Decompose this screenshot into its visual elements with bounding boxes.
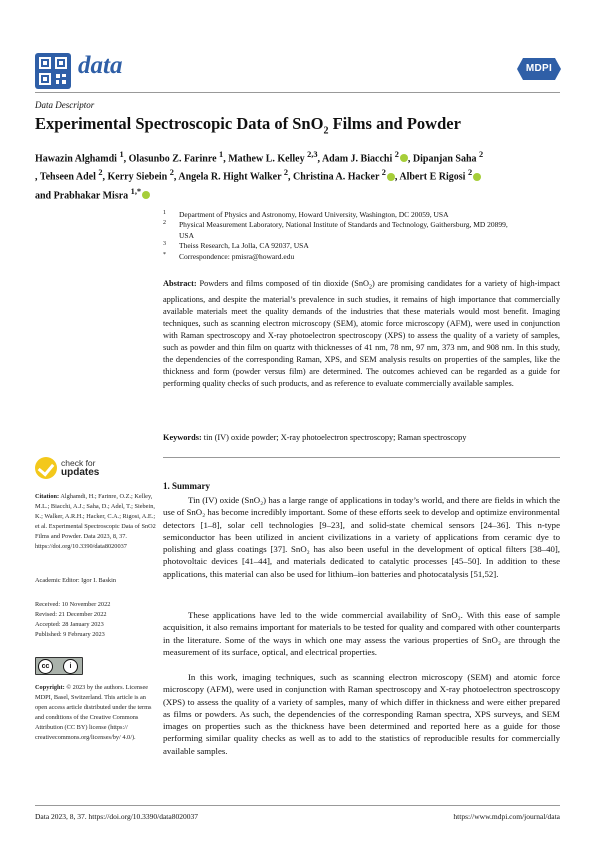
footer-url[interactable]: https://www.mdpi.com/journal/data [453,812,560,821]
dates: Received: 10 November 2022 Revised: 21 December 2022 Accepted: 28 January 2023 Published: 9 February 2023 [35,601,111,638]
orcid-icon[interactable] [142,191,150,199]
citation: Citation: Alghamdi, H.; Farinre, O.Z.; Kelley, M.L.; Biacchi, A.J.; Saha, D.; Adel, T.; Siebein, K.; Walker, A.R.H.; Hacker, C.A.; Rigosi, A.E.; et al. Experimental Spectroscopic Data of SnO2 Films and Powder. Data 2023, 8, 37. https://doi.org/10.3390/data8020037 [35,493,156,550]
footer-divider [35,805,560,806]
article-type: Data Descriptor [35,100,95,110]
section-title: 1. Summary [163,481,210,491]
orcid-icon[interactable] [400,154,408,162]
footer-citation[interactable]: Data 2023, 8, 37. https://doi.org/10.3390/data8020037 [35,812,198,821]
orcid-icon[interactable] [387,173,395,181]
affiliations [163,210,563,262]
paragraph: In this work, imaging techniques, such as scanning electron microscopy (SEM) and atomic force microscopy (AFM), were used in conjunction with Raman spectroscopy and X-ray photoelectron spectroscopy (XPS) to assess the quality of a variety of samples, many of which differ in thickness and were either prepared as films or powders. As such, the dependencies of the corresponding Raman spectra, XPS surveys, and SEM images on properties such as the thickness have been determined and reported here as a guide for those performing similar quality checks as well as to add to the statistics of reproducible results for commercially available samples. [163,672,560,756]
paragraph: These applications have led to the wide commercial availability of SnO₂. With this ease of sample acquisition, it also remains important for materials to be tested for quality and compared with other counterparts in the literature. Some of the ways in which one may assess the various properties of SnO₂ are through the measurement of its surface, optical, and electrical properties. [163,610,560,657]
journal-name: data [78,52,123,79]
correspondence: * Correspondence: pmisra@howard.edu [163,251,295,261]
paragraph: Tin (IV) oxide (SnO₂) has a large range of applications in today’s world, and there are fields in which the use of SnO₂ has become incredibly important. Some of these efforts seek to develop and optimize environmental detectors [1–8], solar cell technologies [9–23], and solid-state chemical sensors [24–36]. This n-type semiconductor has been utilized in ancient civilizations in a variety of applications from ceramic dye to polishing and glass coatings [37]. SnO₂ has also been useful in the development of optical filters [38–40], photovoltaic devices [41–44], and materials dedicated to catalytic processes [45–50]. In addition to these applications, this material can also be used for lithium–ion batteries and photocatalysis [51,52]. [163,495,560,579]
copyright: Copyright: © 2023 by the authors. Licensee MDPI, Basel, Switzerland. This article is an open access article distributed under the terms and conditions of the Creative Commons Attribution (CC BY) license (https:// creativecommons.org/licenses/by/ 4.0/). [35,684,152,741]
publisher-name: MDPI [525,63,553,74]
header-divider [35,92,560,93]
journal-logo-icon [35,53,71,89]
article-title: Experimental Spectroscopic Data of SnO$_2$ Films and Powder [35,114,461,137]
check-updates-icon [35,457,57,479]
affiliation-item: 2 Physical Measurement Laboratory, National Institute of Standards and Technology, Gaithersburg, MD 20899, USA [163,220,508,240]
affiliation-item: 1 Department of Physics and Astronomy, Howard University, Washington, DC 20059, USA [163,210,449,219]
check-for-updates-button[interactable]: check for updates [35,457,145,485]
cc-by-license-icon[interactable]: cc i [35,657,83,675]
affiliation-item: 3 Theiss Research, La Jolla, CA 92037, USA [163,241,309,251]
orcid-icon[interactable] [473,173,481,181]
keywords: Keywords: tin (IV) oxide powder; X-ray photoelectron spectroscopy; Raman spectroscopy [163,433,467,442]
section-divider [163,457,560,458]
academic-editor: Academic Editor: Igor I. Baskin [35,577,116,584]
abstract: Abstract: Powders and films composed of tin dioxide (SnO$_2$) are promising candidates for a variety of high-impact applications, and despite the material’s prevalence in such studies, it remains of high importance that commercially available materials meet the quality demands of the industries that these materials would most benefit. Imaging techniques, such as scanning electron microscopy (SEM), atomic force microscopy (AFM), were used in conjunction with Raman spectroscopy and X-ray photoelectron spectroscopy (XPS) to assess the quality of a variety of samples, such as powder and thin film on quartz with thicknesses of 41 nm, 78 nm, 97 nm, 373 nm, and 908 nm. In this study, the dependencies of the corresponding Raman, XPS, and SEM analysis results on properties of the samples, like the thickness and form (powder versus film) are determined. The outcomes achieved can be regarded as a guide for performing quality checks of such products, and as reference to evaluate commercially available samples. [163,279,561,389]
publisher-logo [517,57,561,81]
author-list: Hawazin Alghamdi $^1$, Olasunbo Z. Farinre $^1$, Mathew L. Kelley $^{2,3}$, Adam J. Biacchi $^2$ , Dipanjan Saha $^2$ , Tehseen Adel $^2$, Kerry Siebein $^2$, Angela R. Hight Walker $^2$, Christina A. Hacker $^2$ , Albert E Rigosi $^2$ and Prabhakar Misra $^{1,*}$ [35,150,484,201]
